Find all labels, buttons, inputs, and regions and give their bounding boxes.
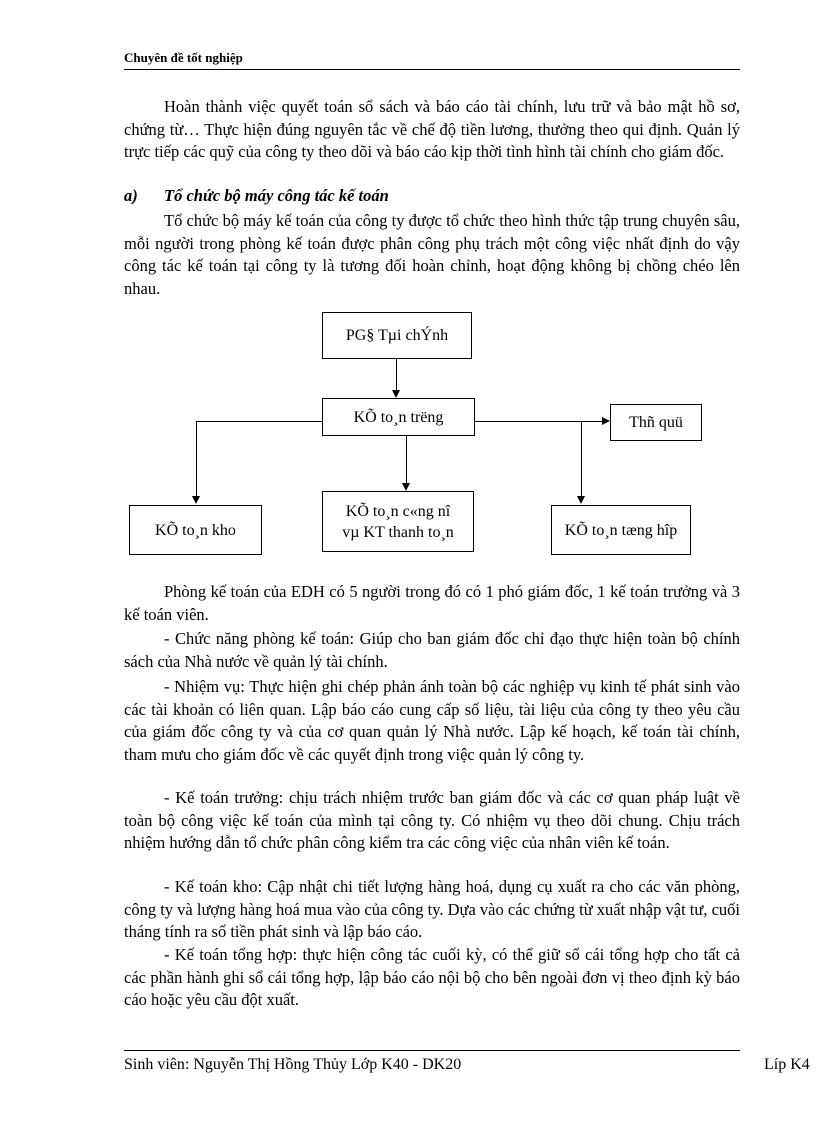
connector-left-down bbox=[196, 421, 197, 497]
body-paragraph: - Chức năng phòng kế toán: Giúp cho ban giám đốc chỉ đạo thực hiện toàn bộ chính sách của Nhà nước về quản lý tài chính. bbox=[124, 629, 740, 671]
section-heading bbox=[124, 186, 389, 206]
body-paragraph: - Kế toán kho: Cập nhật chi tiết lượng hàng hoá, dụng cụ xuất ra cho các văn phòng, công ty và lượng hàng hoá mua vào của công ty. Dựa vào các chứng từ xuất nhập vật tư, cuối tháng tính ra số tiền phát sinh và lập báo cáo. bbox=[124, 877, 740, 941]
connector-chief-left bbox=[196, 421, 322, 422]
footer-class: Líp K4 bbox=[764, 1056, 810, 1073]
org-box-finance-director: PG§ Tµi chÝnh bbox=[322, 312, 472, 359]
org-box-general-accountant: KÕ to¸n tæng hîp bbox=[551, 505, 691, 555]
body-paragraph: Phòng kế toán của EDH có 5 người trong đó có 1 phó giám đốc, 1 kế toán trưởng và 3 kế toán viên. bbox=[124, 582, 740, 624]
document-header: Chuyên đề tốt nghiệp bbox=[124, 50, 740, 70]
org-box-payment-accountant bbox=[322, 491, 474, 552]
org-box-chief-accountant: KÕ to¸n trëng bbox=[322, 398, 475, 436]
section-paragraph: Tổ chức bộ máy kế toán của công ty được tổ chức theo hình thức tập trung chuyên sâu, mỗi người trong phòng kế toán được phân công phụ trách một công việc nhất định do vậy công tác kế toán tại công ty là tương đối hoàn chỉnh, hoạt động không bị chồng chéo lên nhau. bbox=[124, 211, 740, 298]
connector-top-chief bbox=[396, 359, 397, 390]
org-box-treasurer: Thñ quü bbox=[610, 404, 702, 441]
connector-chief-treasurer bbox=[475, 421, 603, 422]
connector-middle-down bbox=[406, 436, 407, 484]
arrow-down-icon bbox=[192, 496, 200, 504]
section-title: Tổ chức bộ máy công tác kế toán bbox=[164, 186, 389, 205]
footer-student: Sinh viên: Nguyễn Thị Hồng Thủy Lớp K40 - DK20 bbox=[124, 1056, 462, 1073]
body-paragraph: - Nhiệm vụ: Thực hiện ghi chép phản ánh toàn bộ các nghiệp vụ kinh tế phát sinh vào các tài khoản có liên quan. Lập báo cáo cung cấp số liệu, tài liệu của công ty theo yêu cầu của giám đốc công ty và của cơ quan quản lý Nhà nước. Lập kế hoạch, kế toán tài chính, tham mưu cho giám đốc về các quyết định trong việc quản lý công ty. bbox=[124, 677, 740, 764]
connector-right-down bbox=[581, 421, 582, 497]
footer-rule bbox=[124, 1050, 740, 1051]
payment-line-1: KÕ to¸n c«ng nî bbox=[345, 502, 451, 520]
arrow-right-icon bbox=[602, 417, 610, 425]
body-paragraph: - Kế toán trưởng: chịu trách nhiệm trước ban giám đốc và các cơ quan pháp luật về toàn bộ công việc kế toán của mình tại công ty. Có nhiệm vụ theo dõi chung. Chịu trách nhiệm hướng dẫn tổ chức phân công kiểm tra các công việc của nhân viên kế toán. bbox=[124, 788, 740, 852]
arrow-down-icon bbox=[392, 390, 400, 398]
org-box-warehouse-accountant: KÕ to¸n kho bbox=[129, 505, 262, 555]
arrow-down-icon bbox=[402, 483, 410, 491]
arrow-down-icon bbox=[577, 496, 585, 504]
intro-paragraph: Hoàn thành việc quyết toán sổ sách và báo cáo tài chính, lưu trữ và bảo mật hồ sơ, chứng từ… Thực hiện đúng nguyên tắc về chế độ tiền lương, thưởng theo qui định. Quản lý trực tiếp các quỹ của công ty theo dõi và báo cáo kịp thời tình hình tài chính cho giám đốc. bbox=[124, 97, 740, 161]
payment-line-2: vµ KT thanh to¸n bbox=[342, 523, 454, 541]
body-paragraph: - Kế toán tổng hợp: thực hiện công tác cuối kỳ, có thể giữ sổ cái tổng hợp cho tất cả các phần hành ghi sổ cái tổng hợp, lập báo cáo nội bộ cho bên ngoài đơn vị theo định kỳ báo cáo hoặc yêu cầu đột xuất. bbox=[124, 945, 740, 1009]
section-marker: a) bbox=[124, 186, 138, 205]
